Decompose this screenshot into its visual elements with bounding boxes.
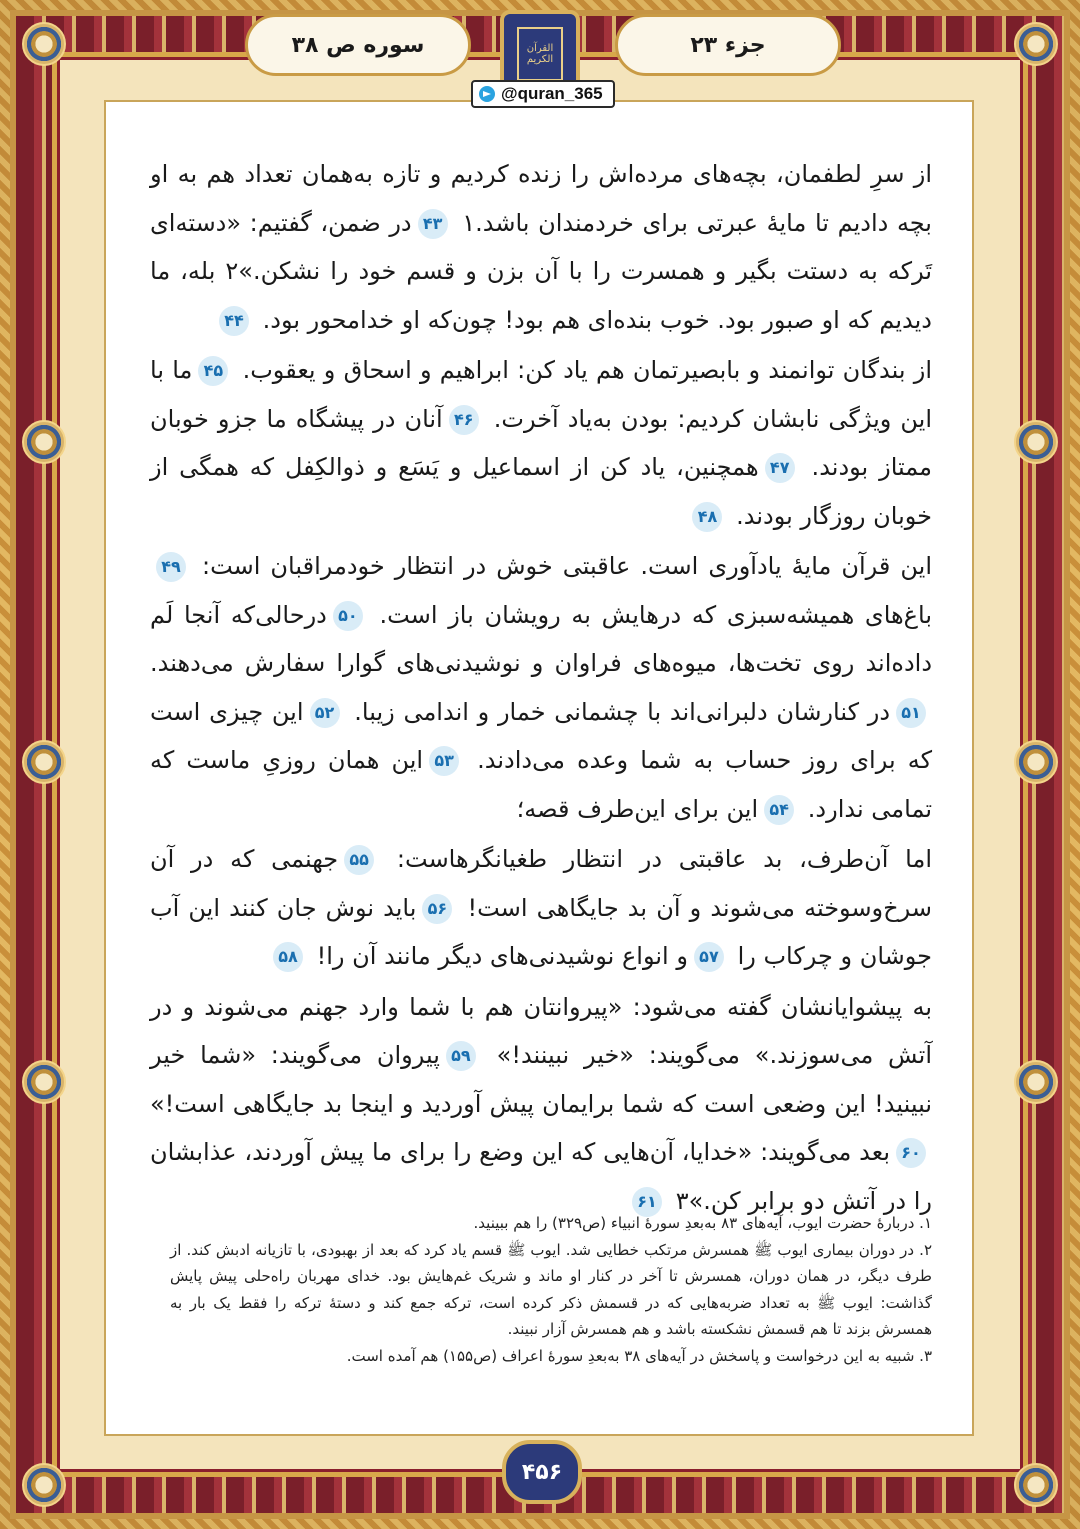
- surah-label: سوره ص ۳۸: [245, 14, 471, 76]
- verse-number-badge: ۵۶: [422, 894, 452, 924]
- verse-segment: ما با این ویژگی نابشان کردیم: بودن به‌یاد آخرت.: [150, 356, 932, 433]
- verse-number-badge: ۴۶: [449, 405, 479, 435]
- verse-number-badge: ۵۷: [694, 942, 724, 972]
- verse-segment: در ضمن، گفتیم: «دسته‌ای تَرکه به دستت بگیر و همسرت را با آن بزن و قسم خود را نشکن.»۲ بله، ما دیدیم که او صبور بود. خوب بنده‌ای هم بود! چون‌که او خدامحور بود.: [150, 208, 932, 334]
- page-number: ۴۵۶: [502, 1440, 582, 1504]
- verse-number-badge: ۵۴: [764, 795, 794, 825]
- verse-number-badge: ۵۵: [344, 845, 374, 875]
- verse-segment: و انواع نوشیدنی‌های دیگر مانند آن را!: [309, 942, 688, 970]
- footnote: ۱. دربارهٔ حضرت ایوب، آیه‌های ۸۳ به‌بعدِ سورهٔ انبیاء (ص۳۲۹) را هم ببینید.: [473, 1214, 932, 1232]
- verse-segment: آنان در پیشگاه ما جزو خوبان ممتاز بودند.: [150, 404, 932, 481]
- corner-ornament-icon: [1014, 22, 1058, 66]
- verse-number-badge: ۴۸: [692, 502, 722, 532]
- verse-number-badge: ۵۹: [446, 1041, 476, 1071]
- juz-label: جزء ۲۳: [615, 14, 841, 76]
- verse-number-badge: ۶۱: [632, 1187, 662, 1217]
- verse-segment: این برای این‌طرف قصه؛: [516, 794, 759, 823]
- footnote: ۲. در دوران بیماری ایوب ﷺ همسرش مرتکب خطایی شد. ایوب ﷺ قسم یاد کرد که بعد از بهبودی، با تازیانه ادبش کند. از طرف دیگر، در همان دوران، همسرش تا آخر در کنار او ماند و شریک غم‌هایش بود. خدای مهربان راه‌حلی پیش پایش گذاشت: ایوب ﷺ به تعداد ضربه‌هایی که در قسمش ذکر کرده است، ترکه جمع کند و دستهٔ ترکه را فقط یک بار به همسرش بزند تا هم قسمش نشکسته باشد و هم همسرش آزار نبیند.: [170, 1240, 932, 1338]
- verse-segment: باغ‌های همیشه‌سبزی که درهایش به رویشان باز است.: [368, 600, 932, 629]
- verse-segment: از سرِ لطفمان، بچه‌های مرده‌اش را زنده کردیم و تازه به‌همان تعداد هم به او بچه دادیم تا مایهٔ عبرتی برای خردمندان باشد.۱: [150, 160, 932, 237]
- verse-segment: جهنمی که در آن سرخ‌وسوخته می‌شوند و آن بد جایگاهی است!: [150, 845, 932, 922]
- verse-number-badge: ۵۳: [429, 746, 459, 776]
- channel-tag[interactable]: [471, 80, 615, 108]
- paragraph: [150, 983, 932, 1226]
- verse-number-badge: ۴۵: [198, 356, 228, 386]
- verse-number-badge: ۵۲: [310, 698, 340, 728]
- verse-segment: از بندگان توانمند و بابصیرتمان هم یاد کن: ابراهیم و اسحاق و یعقوب.: [234, 356, 932, 384]
- verse-segment: بعد می‌گویند: «خدایا، آن‌هایی که این وضع را برای ما پیش آوردند، عذابشان را در آتش دو برابر کن.»۳: [150, 1138, 932, 1215]
- paragraph: [150, 542, 932, 833]
- verse-number-badge: ۵۸: [273, 942, 303, 972]
- paragraph: [150, 835, 932, 981]
- verse-segment: این چیزی است که برای روز حساب به شما وعده می‌دادند.: [150, 697, 932, 774]
- paragraph: [150, 346, 932, 540]
- verse-text: [150, 150, 932, 1227]
- channel-handle: @quran_365: [501, 84, 603, 103]
- verse-segment: این همان روزیِ ماست که تمامی ندارد.: [150, 746, 932, 823]
- verse-segment: باید نوش جان کنند این آب جوشان و چرکاب را: [150, 893, 932, 970]
- verse-segment: این قرآن مایهٔ یادآوری است. عاقبتی خوش در انتظار خودمراقبان است:: [192, 552, 932, 580]
- verse-number-badge: ۴۳: [418, 209, 448, 239]
- corner-ornament-icon: [22, 1463, 66, 1507]
- verse-segment: اما آن‌طرف، بد عاقبتی در انتظار طغیانگرهاست:: [380, 845, 932, 873]
- side-ornament-icon: [1014, 1060, 1058, 1104]
- paragraph: [150, 150, 932, 344]
- verse-number-badge: ۵۱: [896, 698, 926, 728]
- verse-number-badge: ۶۰: [896, 1138, 926, 1168]
- verse-number-badge: ۴۹: [156, 552, 186, 582]
- corner-ornament-icon: [22, 22, 66, 66]
- verse-segment: همچنین، یاد کن از اسماعیل و یَسَع و ذوالکِفل که همگی از خوبان روزگار بودند.: [150, 453, 932, 530]
- verse-segment: درحالی‌که آنجا لَم داده‌اند روی تخت‌ها، میوه‌های فراوان و نوشیدنی‌های گوارا سفارش می‌دهند.: [150, 600, 932, 677]
- side-ornament-icon: [1014, 740, 1058, 784]
- verse-segment: در کنارشان دلبرانی‌اند با چشمانی خمار و اندامی زیبا.: [345, 697, 891, 726]
- verse-number-badge: ۴۷: [765, 453, 795, 483]
- side-ornament-icon: [22, 420, 66, 464]
- side-ornament-icon: [22, 1060, 66, 1104]
- telegram-icon: [479, 86, 495, 102]
- side-ornament-icon: [1014, 420, 1058, 464]
- verse-number-badge: ۵۰: [333, 601, 363, 631]
- logo-text: القرآن الكريم: [517, 27, 563, 81]
- verse-segment: پیروان می‌گویند: «شما خیر نبینید! این وضعی است که شما برایمان پیش آوردید و اینجا بد جایگاهی است!»: [150, 1041, 932, 1118]
- side-ornament-icon: [22, 740, 66, 784]
- verse-number-badge: ۴۴: [219, 306, 249, 336]
- footnotes: [170, 1210, 932, 1369]
- corner-ornament-icon: [1014, 1463, 1058, 1507]
- footnote: ۳. شبیه به این درخواست و پاسخش در آیه‌های ۳۸ به‌بعدِ سورهٔ اعراف (ص۱۵۵) هم آمده است.: [346, 1346, 932, 1365]
- verse-segment: به پیشوایانشان گفته می‌شود: «پیروانتان هم با شما وارد جهنم می‌شوند و در آتش می‌سوزند.» می‌گویند: «خیر نبینند!»: [150, 992, 933, 1069]
